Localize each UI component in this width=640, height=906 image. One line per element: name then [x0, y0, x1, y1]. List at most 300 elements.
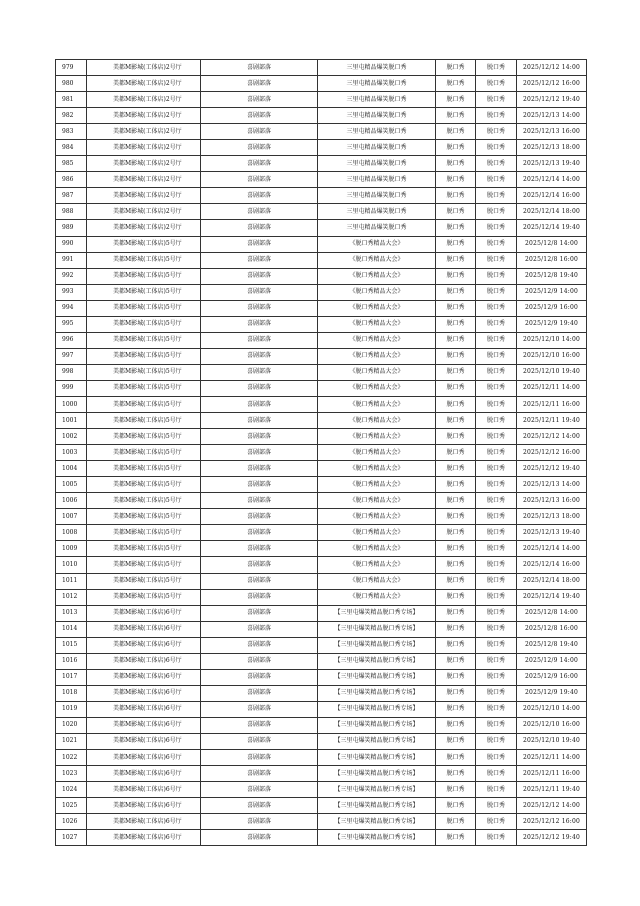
cell-show-type: 脱口秀	[436, 252, 476, 268]
cell-troupe: 喜剧部落	[201, 830, 318, 846]
cell-show-type: 脱口秀	[436, 332, 476, 348]
cell-datetime: 2025/12/12 14:00	[517, 60, 587, 76]
table-row	[56, 140, 587, 156]
cell-venue-hall: 美都M影城(工体店)5号厅	[87, 429, 201, 445]
cell-troupe: 喜剧部落	[201, 782, 318, 798]
cell-troupe: 喜剧部落	[201, 605, 318, 621]
table-row	[56, 653, 587, 669]
cell-category: 脱口秀	[476, 717, 517, 733]
table-row	[56, 685, 587, 701]
table-row	[56, 108, 587, 124]
cell-show-type: 脱口秀	[436, 140, 476, 156]
cell-category: 脱口秀	[476, 669, 517, 685]
cell-venue-hall: 美都M影城(工体店)5号厅	[87, 477, 201, 493]
cell-troupe: 喜剧部落	[201, 156, 318, 172]
table-row	[56, 637, 587, 653]
cell-datetime: 2025/12/10 19:40	[517, 733, 587, 749]
cell-category: 脱口秀	[476, 396, 517, 412]
cell-category: 脱口秀	[476, 300, 517, 316]
cell-show-type: 脱口秀	[436, 782, 476, 798]
cell-number: 1012	[56, 589, 87, 605]
cell-show-type: 脱口秀	[436, 364, 476, 380]
cell-show-type: 脱口秀	[436, 509, 476, 525]
table-row	[56, 766, 587, 782]
cell-troupe: 喜剧部落	[201, 140, 318, 156]
cell-show-name: 【三里屯爆笑精品脱口秀专场】	[318, 733, 436, 749]
cell-show-name: 《脱口秀精品大会》	[318, 445, 436, 461]
cell-show-name: 【三里屯爆笑精品脱口秀专场】	[318, 637, 436, 653]
cell-troupe: 喜剧部落	[201, 204, 318, 220]
table-row	[56, 396, 587, 412]
cell-show-name: 三里屯精品爆笑脱口秀	[318, 60, 436, 76]
cell-category: 脱口秀	[476, 477, 517, 493]
cell-venue-hall: 美都M影城(工体店)6号厅	[87, 733, 201, 749]
cell-datetime: 2025/12/14 19:40	[517, 589, 587, 605]
cell-venue-hall: 美都M影城(工体店)2号厅	[87, 140, 201, 156]
table-row	[56, 300, 587, 316]
cell-number: 981	[56, 92, 87, 108]
table-row	[56, 621, 587, 637]
cell-venue-hall: 美都M影城(工体店)2号厅	[87, 108, 201, 124]
table-row	[56, 204, 587, 220]
cell-category: 脱口秀	[476, 573, 517, 589]
cell-show-name: 三里屯精品爆笑脱口秀	[318, 108, 436, 124]
table-row	[56, 188, 587, 204]
table-row	[56, 701, 587, 717]
cell-venue-hall: 美都M影城(工体店)5号厅	[87, 300, 201, 316]
table-row	[56, 733, 587, 749]
cell-venue-hall: 美都M影城(工体店)2号厅	[87, 156, 201, 172]
cell-datetime: 2025/12/13 18:00	[517, 509, 587, 525]
cell-show-name: 【三里屯爆笑精品脱口秀专场】	[318, 605, 436, 621]
cell-category: 脱口秀	[476, 124, 517, 140]
cell-venue-hall: 美都M影城(工体店)5号厅	[87, 332, 201, 348]
cell-category: 脱口秀	[476, 766, 517, 782]
cell-show-name: 三里屯精品爆笑脱口秀	[318, 188, 436, 204]
cell-datetime: 2025/12/10 16:00	[517, 717, 587, 733]
table-row	[56, 76, 587, 92]
table-row	[56, 605, 587, 621]
cell-datetime: 2025/12/11 19:40	[517, 782, 587, 798]
cell-venue-hall: 美都M影城(工体店)2号厅	[87, 188, 201, 204]
cell-show-name: 三里屯精品爆笑脱口秀	[318, 220, 436, 236]
cell-show-name: 三里屯精品爆笑脱口秀	[318, 92, 436, 108]
cell-show-name: 【三里屯爆笑精品脱口秀专场】	[318, 653, 436, 669]
cell-venue-hall: 美都M影城(工体店)2号厅	[87, 76, 201, 92]
cell-show-type: 脱口秀	[436, 685, 476, 701]
cell-show-name: 三里屯精品爆笑脱口秀	[318, 124, 436, 140]
cell-troupe: 喜剧部落	[201, 798, 318, 814]
cell-category: 脱口秀	[476, 92, 517, 108]
cell-number: 1017	[56, 669, 87, 685]
cell-number: 984	[56, 140, 87, 156]
cell-show-type: 脱口秀	[436, 669, 476, 685]
table-row	[56, 589, 587, 605]
cell-show-name: 【三里屯爆笑精品脱口秀专场】	[318, 814, 436, 830]
cell-datetime: 2025/12/11 16:00	[517, 396, 587, 412]
cell-show-type: 脱口秀	[436, 621, 476, 637]
cell-category: 脱口秀	[476, 589, 517, 605]
cell-category: 脱口秀	[476, 364, 517, 380]
cell-venue-hall: 美都M影城(工体店)5号厅	[87, 509, 201, 525]
cell-show-type: 脱口秀	[436, 204, 476, 220]
cell-number: 1001	[56, 413, 87, 429]
cell-number: 1009	[56, 541, 87, 557]
table-row	[56, 364, 587, 380]
cell-show-name: 【三里屯爆笑精品脱口秀专场】	[318, 830, 436, 846]
cell-number: 995	[56, 316, 87, 332]
cell-show-name: 【三里屯爆笑精品脱口秀专场】	[318, 782, 436, 798]
cell-datetime: 2025/12/11 14:00	[517, 750, 587, 766]
cell-number: 1023	[56, 766, 87, 782]
cell-number: 1015	[56, 637, 87, 653]
cell-show-name: 三里屯精品爆笑脱口秀	[318, 204, 436, 220]
cell-show-name: 《脱口秀精品大会》	[318, 573, 436, 589]
cell-category: 脱口秀	[476, 108, 517, 124]
cell-number: 994	[56, 300, 87, 316]
cell-show-type: 脱口秀	[436, 268, 476, 284]
cell-show-type: 脱口秀	[436, 188, 476, 204]
cell-number: 1006	[56, 493, 87, 509]
cell-category: 脱口秀	[476, 316, 517, 332]
cell-show-type: 脱口秀	[436, 637, 476, 653]
cell-show-type: 脱口秀	[436, 541, 476, 557]
cell-show-type: 脱口秀	[436, 766, 476, 782]
cell-troupe: 喜剧部落	[201, 76, 318, 92]
cell-troupe: 喜剧部落	[201, 236, 318, 252]
cell-venue-hall: 美都M影城(工体店)6号厅	[87, 782, 201, 798]
cell-troupe: 喜剧部落	[201, 172, 318, 188]
cell-venue-hall: 美都M影城(工体店)5号厅	[87, 268, 201, 284]
cell-troupe: 喜剧部落	[201, 621, 318, 637]
cell-number: 1013	[56, 605, 87, 621]
cell-datetime: 2025/12/13 14:00	[517, 477, 587, 493]
cell-datetime: 2025/12/8 19:40	[517, 637, 587, 653]
cell-venue-hall: 美都M影城(工体店)2号厅	[87, 124, 201, 140]
cell-datetime: 2025/12/13 16:00	[517, 124, 587, 140]
table-row	[56, 445, 587, 461]
cell-show-type: 脱口秀	[436, 653, 476, 669]
cell-category: 脱口秀	[476, 156, 517, 172]
cell-number: 983	[56, 124, 87, 140]
table-row	[56, 348, 587, 364]
cell-category: 脱口秀	[476, 332, 517, 348]
cell-number: 1019	[56, 701, 87, 717]
cell-troupe: 喜剧部落	[201, 60, 318, 76]
cell-troupe: 喜剧部落	[201, 316, 318, 332]
cell-troupe: 喜剧部落	[201, 188, 318, 204]
cell-datetime: 2025/12/13 19:40	[517, 525, 587, 541]
cell-datetime: 2025/12/12 19:40	[517, 461, 587, 477]
cell-datetime: 2025/12/10 19:40	[517, 364, 587, 380]
cell-datetime: 2025/12/12 16:00	[517, 445, 587, 461]
table-row	[56, 156, 587, 172]
cell-show-name: 《脱口秀精品大会》	[318, 541, 436, 557]
cell-datetime: 2025/12/8 16:00	[517, 621, 587, 637]
cell-venue-hall: 美都M影城(工体店)6号厅	[87, 717, 201, 733]
cell-venue-hall: 美都M影城(工体店)5号厅	[87, 589, 201, 605]
cell-number: 1003	[56, 445, 87, 461]
cell-show-type: 脱口秀	[436, 717, 476, 733]
cell-category: 脱口秀	[476, 380, 517, 396]
cell-show-name: 《脱口秀精品大会》	[318, 509, 436, 525]
cell-venue-hall: 美都M影城(工体店)6号厅	[87, 701, 201, 717]
cell-show-name: 三里屯精品爆笑脱口秀	[318, 140, 436, 156]
cell-number: 1027	[56, 830, 87, 846]
cell-venue-hall: 美都M影城(工体店)5号厅	[87, 493, 201, 509]
cell-troupe: 喜剧部落	[201, 396, 318, 412]
cell-venue-hall: 美都M影城(工体店)5号厅	[87, 557, 201, 573]
table-row	[56, 557, 587, 573]
cell-show-name: 《脱口秀精品大会》	[318, 380, 436, 396]
cell-show-type: 脱口秀	[436, 589, 476, 605]
cell-show-name: 【三里屯爆笑精品脱口秀专场】	[318, 701, 436, 717]
cell-show-type: 脱口秀	[436, 316, 476, 332]
cell-category: 脱口秀	[476, 76, 517, 92]
cell-show-type: 脱口秀	[436, 573, 476, 589]
cell-troupe: 喜剧部落	[201, 717, 318, 733]
table-row	[56, 284, 587, 300]
cell-datetime: 2025/12/13 18:00	[517, 140, 587, 156]
cell-category: 脱口秀	[476, 188, 517, 204]
cell-number: 980	[56, 76, 87, 92]
cell-venue-hall: 美都M影城(工体店)6号厅	[87, 653, 201, 669]
cell-venue-hall: 美都M影城(工体店)5号厅	[87, 364, 201, 380]
cell-datetime: 2025/12/12 19:40	[517, 92, 587, 108]
cell-troupe: 喜剧部落	[201, 477, 318, 493]
cell-category: 脱口秀	[476, 348, 517, 364]
cell-category: 脱口秀	[476, 701, 517, 717]
cell-show-type: 脱口秀	[436, 76, 476, 92]
cell-venue-hall: 美都M影城(工体店)2号厅	[87, 220, 201, 236]
cell-show-type: 脱口秀	[436, 493, 476, 509]
table-row	[56, 60, 587, 76]
table-row	[56, 332, 587, 348]
cell-show-name: 《脱口秀精品大会》	[318, 284, 436, 300]
table-row	[56, 509, 587, 525]
cell-troupe: 喜剧部落	[201, 701, 318, 717]
cell-datetime: 2025/12/10 14:00	[517, 332, 587, 348]
table-row	[56, 92, 587, 108]
cell-category: 脱口秀	[476, 236, 517, 252]
cell-number: 997	[56, 348, 87, 364]
cell-category: 脱口秀	[476, 509, 517, 525]
cell-category: 脱口秀	[476, 733, 517, 749]
cell-datetime: 2025/12/9 19:40	[517, 316, 587, 332]
cell-venue-hall: 美都M影城(工体店)5号厅	[87, 380, 201, 396]
cell-datetime: 2025/12/11 16:00	[517, 766, 587, 782]
cell-venue-hall: 美都M影城(工体店)2号厅	[87, 172, 201, 188]
cell-datetime: 2025/12/14 18:00	[517, 204, 587, 220]
table-row	[56, 525, 587, 541]
cell-show-name: 《脱口秀精品大会》	[318, 300, 436, 316]
cell-show-type: 脱口秀	[436, 461, 476, 477]
cell-troupe: 喜剧部落	[201, 380, 318, 396]
cell-show-type: 脱口秀	[436, 445, 476, 461]
cell-datetime: 2025/12/8 14:00	[517, 236, 587, 252]
cell-number: 1004	[56, 461, 87, 477]
cell-show-name: 三里屯精品爆笑脱口秀	[318, 172, 436, 188]
cell-number: 1020	[56, 717, 87, 733]
cell-venue-hall: 美都M影城(工体店)5号厅	[87, 573, 201, 589]
cell-venue-hall: 美都M影城(工体店)6号厅	[87, 621, 201, 637]
cell-show-type: 脱口秀	[436, 236, 476, 252]
cell-number: 1021	[56, 733, 87, 749]
cell-troupe: 喜剧部落	[201, 637, 318, 653]
cell-venue-hall: 美都M影城(工体店)5号厅	[87, 461, 201, 477]
cell-troupe: 喜剧部落	[201, 733, 318, 749]
cell-troupe: 喜剧部落	[201, 332, 318, 348]
cell-show-name: 《脱口秀精品大会》	[318, 396, 436, 412]
cell-troupe: 喜剧部落	[201, 124, 318, 140]
cell-number: 998	[56, 364, 87, 380]
cell-show-name: 《脱口秀精品大会》	[318, 557, 436, 573]
cell-troupe: 喜剧部落	[201, 300, 318, 316]
cell-category: 脱口秀	[476, 252, 517, 268]
cell-show-name: 【三里屯爆笑精品脱口秀专场】	[318, 621, 436, 637]
cell-show-type: 脱口秀	[436, 300, 476, 316]
cell-show-name: 【三里屯爆笑精品脱口秀专场】	[318, 766, 436, 782]
cell-show-name: 【三里屯爆笑精品脱口秀专场】	[318, 669, 436, 685]
cell-venue-hall: 美都M影城(工体店)6号厅	[87, 830, 201, 846]
cell-number: 988	[56, 204, 87, 220]
cell-datetime: 2025/12/8 14:00	[517, 605, 587, 621]
cell-show-type: 脱口秀	[436, 814, 476, 830]
cell-troupe: 喜剧部落	[201, 766, 318, 782]
cell-category: 脱口秀	[476, 750, 517, 766]
table-row	[56, 124, 587, 140]
cell-troupe: 喜剧部落	[201, 557, 318, 573]
cell-category: 脱口秀	[476, 268, 517, 284]
cell-venue-hall: 美都M影城(工体店)5号厅	[87, 396, 201, 412]
cell-category: 脱口秀	[476, 830, 517, 846]
cell-category: 脱口秀	[476, 798, 517, 814]
cell-datetime: 2025/12/13 19:40	[517, 156, 587, 172]
cell-show-type: 脱口秀	[436, 830, 476, 846]
cell-number: 1011	[56, 573, 87, 589]
cell-datetime: 2025/12/14 16:00	[517, 557, 587, 573]
cell-venue-hall: 美都M影城(工体店)2号厅	[87, 92, 201, 108]
table-row	[56, 669, 587, 685]
cell-datetime: 2025/12/9 14:00	[517, 653, 587, 669]
cell-datetime: 2025/12/14 14:00	[517, 541, 587, 557]
cell-show-name: 《脱口秀精品大会》	[318, 364, 436, 380]
cell-category: 脱口秀	[476, 685, 517, 701]
cell-category: 脱口秀	[476, 220, 517, 236]
cell-number: 982	[56, 108, 87, 124]
table-row	[56, 380, 587, 396]
cell-troupe: 喜剧部落	[201, 445, 318, 461]
table-row	[56, 252, 587, 268]
cell-show-name: 《脱口秀精品大会》	[318, 461, 436, 477]
cell-show-type: 脱口秀	[436, 108, 476, 124]
cell-category: 脱口秀	[476, 284, 517, 300]
cell-category: 脱口秀	[476, 525, 517, 541]
cell-show-name: 三里屯精品爆笑脱口秀	[318, 76, 436, 92]
table-row	[56, 477, 587, 493]
cell-number: 1014	[56, 621, 87, 637]
cell-show-type: 脱口秀	[436, 701, 476, 717]
cell-show-type: 脱口秀	[436, 557, 476, 573]
cell-number: 1025	[56, 798, 87, 814]
cell-show-name: 《脱口秀精品大会》	[318, 236, 436, 252]
cell-show-name: 《脱口秀精品大会》	[318, 525, 436, 541]
cell-datetime: 2025/12/13 14:00	[517, 108, 587, 124]
cell-show-type: 脱口秀	[436, 733, 476, 749]
table-row	[56, 541, 587, 557]
cell-number: 992	[56, 268, 87, 284]
cell-show-type: 脱口秀	[436, 348, 476, 364]
cell-troupe: 喜剧部落	[201, 653, 318, 669]
cell-show-type: 脱口秀	[436, 92, 476, 108]
cell-show-type: 脱口秀	[436, 477, 476, 493]
cell-venue-hall: 美都M影城(工体店)5号厅	[87, 541, 201, 557]
cell-category: 脱口秀	[476, 461, 517, 477]
cell-number: 985	[56, 156, 87, 172]
cell-venue-hall: 美都M影城(工体店)6号厅	[87, 798, 201, 814]
cell-troupe: 喜剧部落	[201, 220, 318, 236]
cell-datetime: 2025/12/12 14:00	[517, 798, 587, 814]
cell-datetime: 2025/12/9 16:00	[517, 300, 587, 316]
cell-show-type: 脱口秀	[436, 124, 476, 140]
cell-category: 脱口秀	[476, 653, 517, 669]
cell-number: 979	[56, 60, 87, 76]
cell-show-type: 脱口秀	[436, 172, 476, 188]
cell-category: 脱口秀	[476, 445, 517, 461]
cell-datetime: 2025/12/12 16:00	[517, 76, 587, 92]
cell-datetime: 2025/12/11 14:00	[517, 380, 587, 396]
table-row	[56, 798, 587, 814]
cell-show-type: 脱口秀	[436, 525, 476, 541]
cell-number: 990	[56, 236, 87, 252]
table-row	[56, 268, 587, 284]
cell-show-name: 《脱口秀精品大会》	[318, 477, 436, 493]
cell-datetime: 2025/12/10 16:00	[517, 348, 587, 364]
cell-venue-hall: 美都M影城(工体店)6号厅	[87, 685, 201, 701]
cell-troupe: 喜剧部落	[201, 525, 318, 541]
cell-category: 脱口秀	[476, 204, 517, 220]
cell-number: 1008	[56, 525, 87, 541]
cell-venue-hall: 美都M影城(工体店)5号厅	[87, 445, 201, 461]
cell-show-name: 《脱口秀精品大会》	[318, 252, 436, 268]
cell-venue-hall: 美都M影城(工体店)5号厅	[87, 316, 201, 332]
cell-venue-hall: 美都M影城(工体店)5号厅	[87, 236, 201, 252]
cell-datetime: 2025/12/13 16:00	[517, 493, 587, 509]
cell-datetime: 2025/12/10 14:00	[517, 701, 587, 717]
cell-number: 991	[56, 252, 87, 268]
table-row	[56, 236, 587, 252]
cell-datetime: 2025/12/11 19:40	[517, 413, 587, 429]
cell-venue-hall: 美都M影城(工体店)6号厅	[87, 766, 201, 782]
cell-number: 1024	[56, 782, 87, 798]
cell-show-type: 脱口秀	[436, 60, 476, 76]
cell-troupe: 喜剧部落	[201, 284, 318, 300]
cell-show-name: 【三里屯爆笑精品脱口秀专场】	[318, 717, 436, 733]
cell-troupe: 喜剧部落	[201, 92, 318, 108]
cell-venue-hall: 美都M影城(工体店)5号厅	[87, 284, 201, 300]
cell-number: 1016	[56, 653, 87, 669]
cell-category: 脱口秀	[476, 541, 517, 557]
cell-show-type: 脱口秀	[436, 396, 476, 412]
cell-category: 脱口秀	[476, 814, 517, 830]
cell-venue-hall: 美都M影城(工体店)5号厅	[87, 252, 201, 268]
cell-show-type: 脱口秀	[436, 380, 476, 396]
cell-number: 1005	[56, 477, 87, 493]
cell-show-type: 脱口秀	[436, 156, 476, 172]
cell-datetime: 2025/12/9 16:00	[517, 669, 587, 685]
cell-troupe: 喜剧部落	[201, 750, 318, 766]
cell-venue-hall: 美都M影城(工体店)6号厅	[87, 814, 201, 830]
